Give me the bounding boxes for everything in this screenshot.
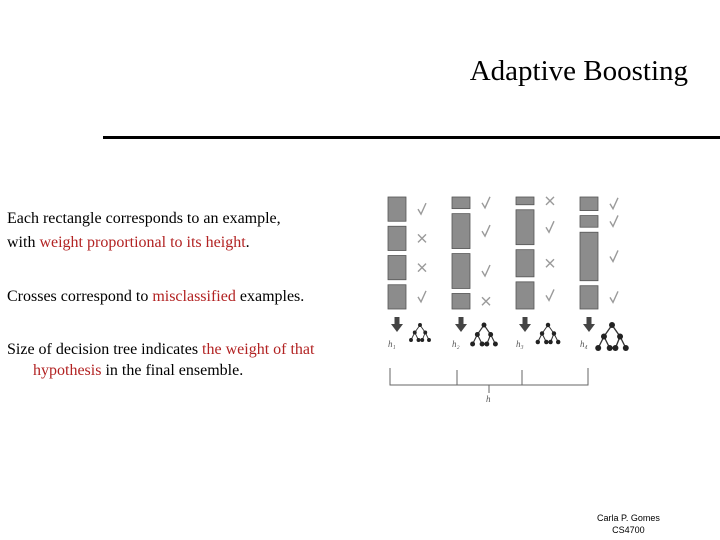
- example-column: [580, 197, 618, 309]
- paragraph-tree-size-pre: Size of decision tree indicates: [7, 341, 203, 358]
- check-mark: [482, 197, 490, 208]
- check-mark: [482, 265, 490, 276]
- check-mark: [418, 203, 426, 214]
- paragraph-tree-size-post: in the final ensemble.: [101, 362, 244, 379]
- hypothesis-label: h₄: [580, 339, 588, 349]
- highlight-weight-of-that: the weight of that: [202, 341, 315, 358]
- check-mark: [482, 225, 490, 236]
- check-mark: [418, 291, 426, 302]
- check-mark: [546, 221, 554, 232]
- check-mark: [610, 215, 618, 226]
- hypothesis-label: h₂: [452, 339, 460, 349]
- example-rect: [452, 254, 470, 289]
- example-rect: [452, 197, 470, 209]
- example-rect: [452, 293, 470, 309]
- example-rect: [516, 282, 534, 309]
- boosting-figure: [378, 185, 648, 405]
- down-arrow-icon: [519, 317, 531, 332]
- author-name: Carla P. Gomes: [597, 513, 660, 523]
- highlight-weight-proportional: weight proportional to its height: [39, 234, 246, 251]
- ensemble-bracket: [390, 368, 588, 393]
- paragraph-rectangles-line2-pre: with: [7, 234, 40, 251]
- cross-mark: [418, 234, 426, 242]
- check-mark: [610, 250, 618, 261]
- check-mark: [610, 198, 618, 209]
- slide-title: Adaptive Boosting: [469, 55, 688, 87]
- example-rect: [516, 210, 534, 245]
- cross-mark: [482, 297, 490, 305]
- hypothesis-label: h₁: [388, 339, 396, 349]
- example-rect: [452, 214, 470, 249]
- paragraph-rectangles-line2-post: .: [245, 234, 250, 251]
- highlight-misclassified: misclassified: [152, 288, 236, 305]
- example-rect: [580, 197, 598, 211]
- cross-mark: [546, 259, 554, 267]
- example-column: [516, 197, 554, 309]
- down-arrow-icon: [391, 317, 403, 332]
- ensemble-label: h: [486, 394, 491, 404]
- decision-tree-icon: [409, 323, 431, 342]
- paragraph-crosses-pre: Crosses correspond to: [7, 288, 153, 305]
- paragraph-tree-size-line2: [7, 359, 314, 383]
- down-arrow-icon: [455, 317, 467, 332]
- paragraph-rectangles-line1: Each rectangle corresponds to an example,: [7, 210, 281, 227]
- cross-mark: [546, 197, 554, 205]
- example-rect: [580, 216, 598, 228]
- title-underline: [103, 136, 720, 139]
- example-rect: [388, 285, 406, 309]
- example-rect: [516, 250, 534, 277]
- course-code: CS4700: [612, 525, 645, 535]
- author-credit: [597, 512, 660, 536]
- down-arrow-icon: [583, 317, 595, 332]
- example-rect: [580, 232, 598, 281]
- decision-tree-icon: [595, 322, 629, 351]
- highlight-hypothesis: hypothesis: [33, 362, 102, 379]
- example-rect: [388, 226, 406, 250]
- check-mark: [546, 289, 554, 300]
- cross-mark: [418, 264, 426, 272]
- paragraph-crosses-post: examples.: [235, 288, 305, 305]
- example-rect: [388, 256, 406, 280]
- example-column: [452, 197, 490, 309]
- example-rect: [516, 197, 534, 205]
- paragraph-crosses: [7, 285, 304, 309]
- paragraph-rectangles: [7, 207, 281, 255]
- example-column: [388, 197, 426, 309]
- check-mark: [610, 291, 618, 302]
- paragraph-tree-size: [7, 338, 314, 383]
- example-columns: [388, 197, 618, 309]
- example-rect: [580, 286, 598, 309]
- example-rect: [388, 197, 406, 221]
- decision-tree-icon: [470, 323, 498, 347]
- hypothesis-label: h₃: [516, 339, 524, 349]
- decision-tree-icon: [536, 323, 561, 344]
